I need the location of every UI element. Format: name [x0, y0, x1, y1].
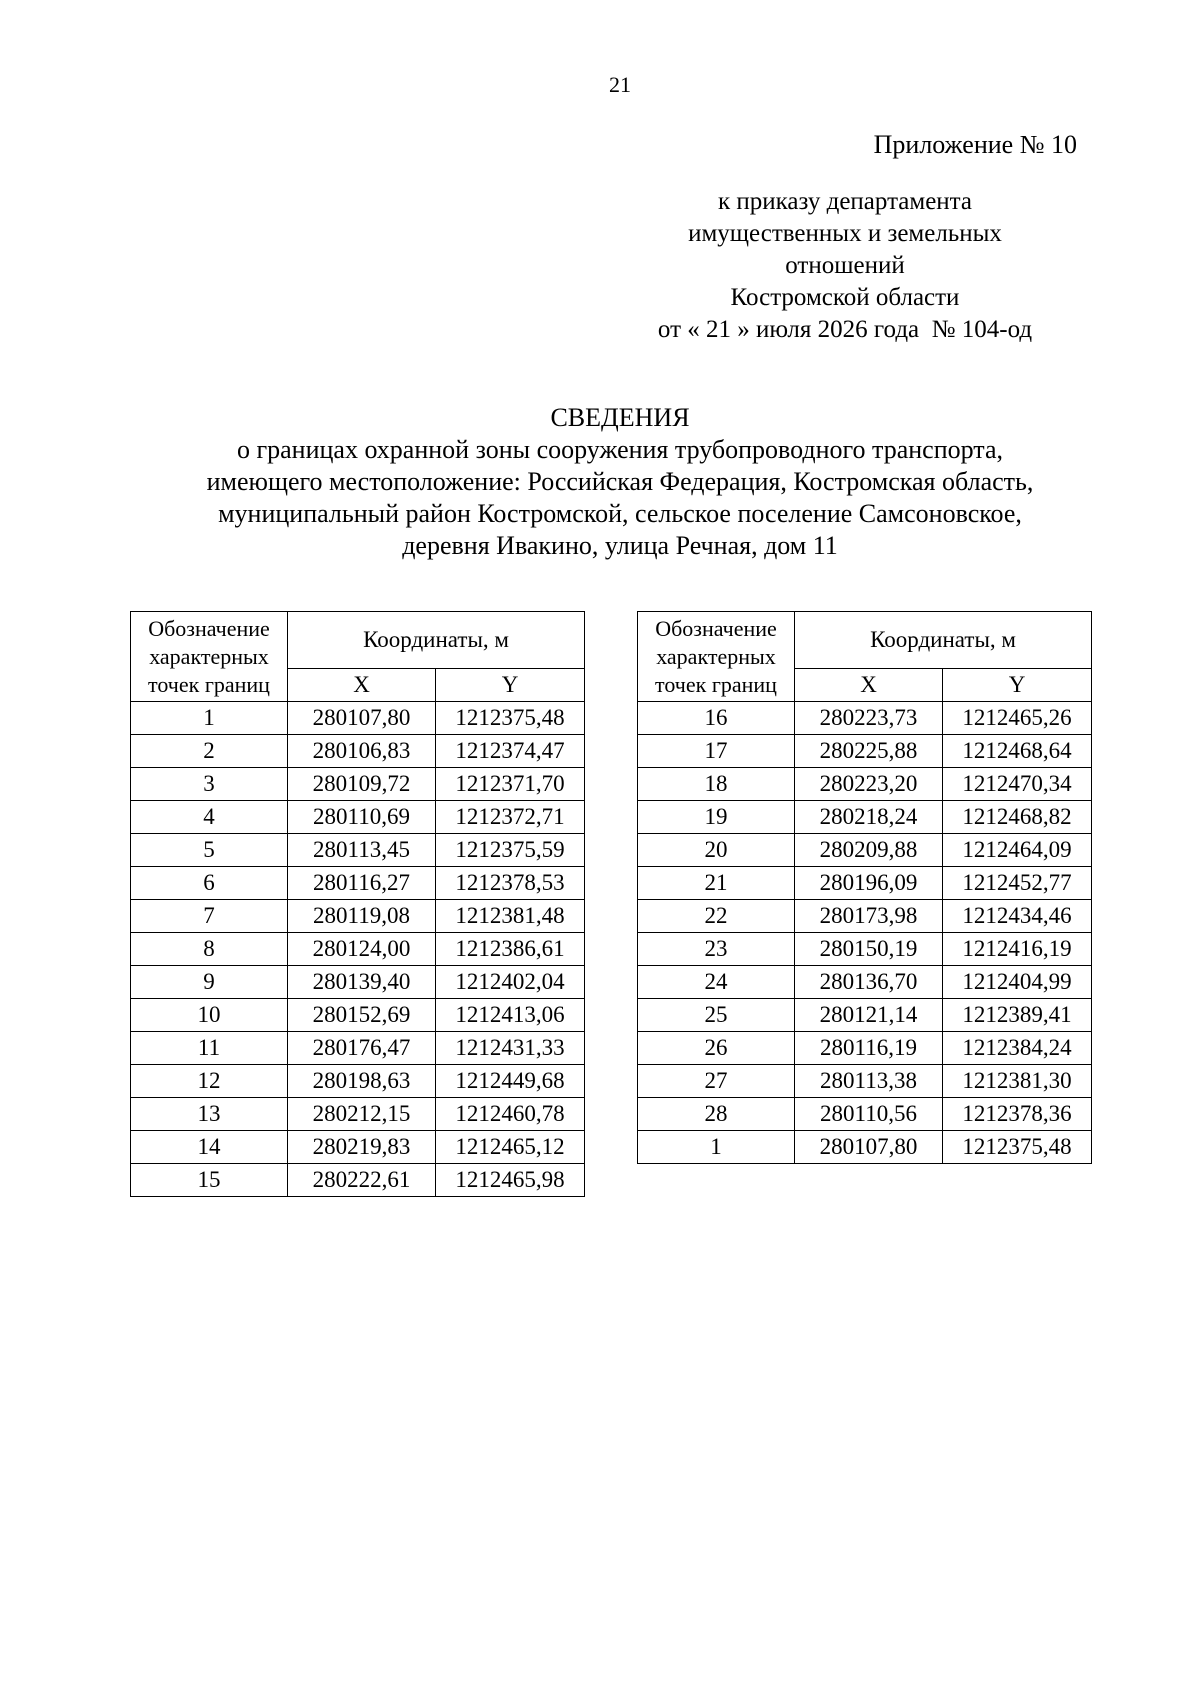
order-ref-line: к приказу департамента	[717, 188, 973, 215]
y-coordinate-cell: 1212375,48	[436, 702, 585, 735]
y-coordinate-cell: 1212372,71	[436, 801, 585, 834]
point-id-cell: 3	[131, 768, 288, 801]
point-id-cell: 21	[638, 867, 795, 900]
table-row	[131, 1131, 585, 1164]
table-row	[131, 867, 585, 900]
point-id-cell: 9	[131, 966, 288, 999]
x-coordinate-cell: 280212,15	[288, 1098, 436, 1131]
point-id-cell: 20	[638, 834, 795, 867]
coordinates-column-header: Координаты, м	[288, 612, 585, 669]
table-row	[131, 1032, 585, 1065]
x-coordinate-cell: 280223,73	[795, 702, 943, 735]
heading-line: имеющего местоположение: Российская Федерация, Костромская область,	[206, 467, 1034, 496]
point-id-cell: 23	[638, 933, 795, 966]
x-coordinate-cell: 280150,19	[795, 933, 943, 966]
y-coordinate-cell: 1212384,24	[943, 1032, 1092, 1065]
order-ref-line: имущественных и земельных	[688, 220, 1002, 247]
table-row	[131, 933, 585, 966]
table-row	[131, 768, 585, 801]
y-coordinate-cell: 1212386,61	[436, 933, 585, 966]
y-coordinate-cell: 1212371,70	[436, 768, 585, 801]
y-coordinate-cell: 1212378,36	[943, 1098, 1092, 1131]
y-coordinate-cell: 1212413,06	[436, 999, 585, 1032]
page-number: 21	[609, 72, 631, 97]
heading-line: о границах охранной зоны сооружения трубопроводного транспорта,	[236, 435, 1004, 464]
x-coordinate-cell: 280136,70	[795, 966, 943, 999]
y-coordinate-cell: 1212465,26	[943, 702, 1092, 735]
y-coordinate-cell: 1212465,12	[436, 1131, 585, 1164]
point-id-cell: 25	[638, 999, 795, 1032]
table-row	[638, 768, 1092, 801]
y-coordinate-cell: 1212470,34	[943, 768, 1092, 801]
table-row	[638, 999, 1092, 1032]
point-id-cell: 1	[638, 1131, 795, 1164]
table-row	[131, 1098, 585, 1131]
point-id-cell: 7	[131, 900, 288, 933]
point-id-cell: 13	[131, 1098, 288, 1131]
point-id-cell: 1	[131, 702, 288, 735]
point-id-cell: 19	[638, 801, 795, 834]
point-id-cell: 2	[131, 735, 288, 768]
table-row	[131, 735, 585, 768]
y-coordinate-cell: 1212465,98	[436, 1164, 585, 1197]
table-row	[638, 1098, 1092, 1131]
x-coordinate-cell: 280110,56	[795, 1098, 943, 1131]
document-heading	[0, 402, 1200, 562]
table-row	[131, 966, 585, 999]
point-id-cell: 26	[638, 1032, 795, 1065]
heading-line: деревня Ивакино, улица Речная, дом 11	[402, 531, 838, 560]
order-reference	[615, 186, 1075, 346]
table-body	[638, 702, 1092, 1164]
y-coordinate-cell: 1212381,30	[943, 1065, 1092, 1098]
point-id-cell: 10	[131, 999, 288, 1032]
y-coordinate-cell: 1212431,33	[436, 1032, 585, 1065]
table-row	[638, 933, 1092, 966]
y-coordinate-cell: 1212468,82	[943, 801, 1092, 834]
x-coordinate-cell: 280107,80	[288, 702, 436, 735]
y-coordinate-cell: 1212375,48	[943, 1131, 1092, 1164]
order-ref-line: Костромской области	[730, 284, 960, 311]
table-row	[638, 834, 1092, 867]
table-row	[131, 999, 585, 1032]
x-coordinate-cell: 280209,88	[795, 834, 943, 867]
table-row	[638, 702, 1092, 735]
coordinates-table-left	[130, 611, 585, 1197]
x-coordinate-cell: 280121,14	[795, 999, 943, 1032]
table-row	[131, 1164, 585, 1197]
y-coordinate-cell: 1212452,77	[943, 867, 1092, 900]
order-ref-line: отношений	[785, 252, 905, 279]
y-coordinate-cell: 1212381,48	[436, 900, 585, 933]
x-coordinate-cell: 280219,83	[288, 1131, 436, 1164]
coordinates-table-right	[637, 611, 1092, 1164]
x-coordinate-cell: 280152,69	[288, 999, 436, 1032]
x-coordinate-cell: 280222,61	[288, 1164, 436, 1197]
x-coordinate-cell: 280198,63	[288, 1065, 436, 1098]
x-coordinate-cell: 280116,19	[795, 1032, 943, 1065]
order-ref-line: от « 21 » июля 2026 года № 104-од	[657, 316, 1033, 343]
x-coordinate-cell: 280223,20	[795, 768, 943, 801]
y-column-header: Y	[436, 669, 585, 702]
point-id-cell: 28	[638, 1098, 795, 1131]
table-row	[131, 702, 585, 735]
x-coordinate-cell: 280218,24	[795, 801, 943, 834]
point-id-cell: 24	[638, 966, 795, 999]
x-coordinate-cell: 280196,09	[795, 867, 943, 900]
y-coordinate-cell: 1212402,04	[436, 966, 585, 999]
point-id-cell: 11	[131, 1032, 288, 1065]
point-id-cell: 27	[638, 1065, 795, 1098]
x-coordinate-cell: 280113,45	[288, 834, 436, 867]
x-coordinate-cell: 280225,88	[795, 735, 943, 768]
x-column-header: X	[288, 669, 436, 702]
x-coordinate-cell: 280107,80	[795, 1131, 943, 1164]
y-column-header: Y	[943, 669, 1092, 702]
y-coordinate-cell: 1212416,19	[943, 933, 1092, 966]
point-id-cell: 8	[131, 933, 288, 966]
y-coordinate-cell: 1212464,09	[943, 834, 1092, 867]
y-coordinate-cell: 1212460,78	[436, 1098, 585, 1131]
appendix-title: Приложение № 10	[873, 130, 1077, 159]
table-row	[638, 801, 1092, 834]
y-coordinate-cell: 1212404,99	[943, 966, 1092, 999]
y-coordinate-cell: 1212375,59	[436, 834, 585, 867]
table-row	[638, 735, 1092, 768]
table-row	[638, 1065, 1092, 1098]
document-title: СВЕДЕНИЯ	[550, 403, 690, 432]
x-coordinate-cell: 280176,47	[288, 1032, 436, 1065]
point-id-cell: 6	[131, 867, 288, 900]
x-column-header: X	[795, 669, 943, 702]
point-id-cell: 18	[638, 768, 795, 801]
table-row	[638, 966, 1092, 999]
point-id-cell: 15	[131, 1164, 288, 1197]
x-coordinate-cell: 280124,00	[288, 933, 436, 966]
point-column-header: Обозначение характерных точек границ	[131, 612, 288, 702]
x-coordinate-cell: 280173,98	[795, 900, 943, 933]
x-coordinate-cell: 280109,72	[288, 768, 436, 801]
point-id-cell: 14	[131, 1131, 288, 1164]
x-coordinate-cell: 280113,38	[795, 1065, 943, 1098]
table-row	[131, 900, 585, 933]
x-coordinate-cell: 280139,40	[288, 966, 436, 999]
table-row	[638, 1131, 1092, 1164]
x-coordinate-cell: 280119,08	[288, 900, 436, 933]
point-id-cell: 17	[638, 735, 795, 768]
x-coordinate-cell: 280116,27	[288, 867, 436, 900]
y-coordinate-cell: 1212389,41	[943, 999, 1092, 1032]
table-row	[131, 834, 585, 867]
table-row	[638, 1032, 1092, 1065]
point-id-cell: 5	[131, 834, 288, 867]
y-coordinate-cell: 1212374,47	[436, 735, 585, 768]
x-coordinate-cell: 280110,69	[288, 801, 436, 834]
table-row	[638, 867, 1092, 900]
point-id-cell: 16	[638, 702, 795, 735]
table-row	[638, 900, 1092, 933]
point-id-cell: 4	[131, 801, 288, 834]
x-coordinate-cell: 280106,83	[288, 735, 436, 768]
y-coordinate-cell: 1212434,46	[943, 900, 1092, 933]
y-coordinate-cell: 1212449,68	[436, 1065, 585, 1098]
point-id-cell: 22	[638, 900, 795, 933]
coordinates-column-header: Координаты, м	[795, 612, 1092, 669]
y-coordinate-cell: 1212468,64	[943, 735, 1092, 768]
y-coordinate-cell: 1212378,53	[436, 867, 585, 900]
point-id-cell: 12	[131, 1065, 288, 1098]
point-column-header: Обозначение характерных точек границ	[638, 612, 795, 702]
table-body	[131, 702, 585, 1197]
table-row	[131, 801, 585, 834]
heading-line: муниципальный район Костромской, сельское поселение Самсоновское,	[218, 499, 1022, 528]
table-row	[131, 1065, 585, 1098]
